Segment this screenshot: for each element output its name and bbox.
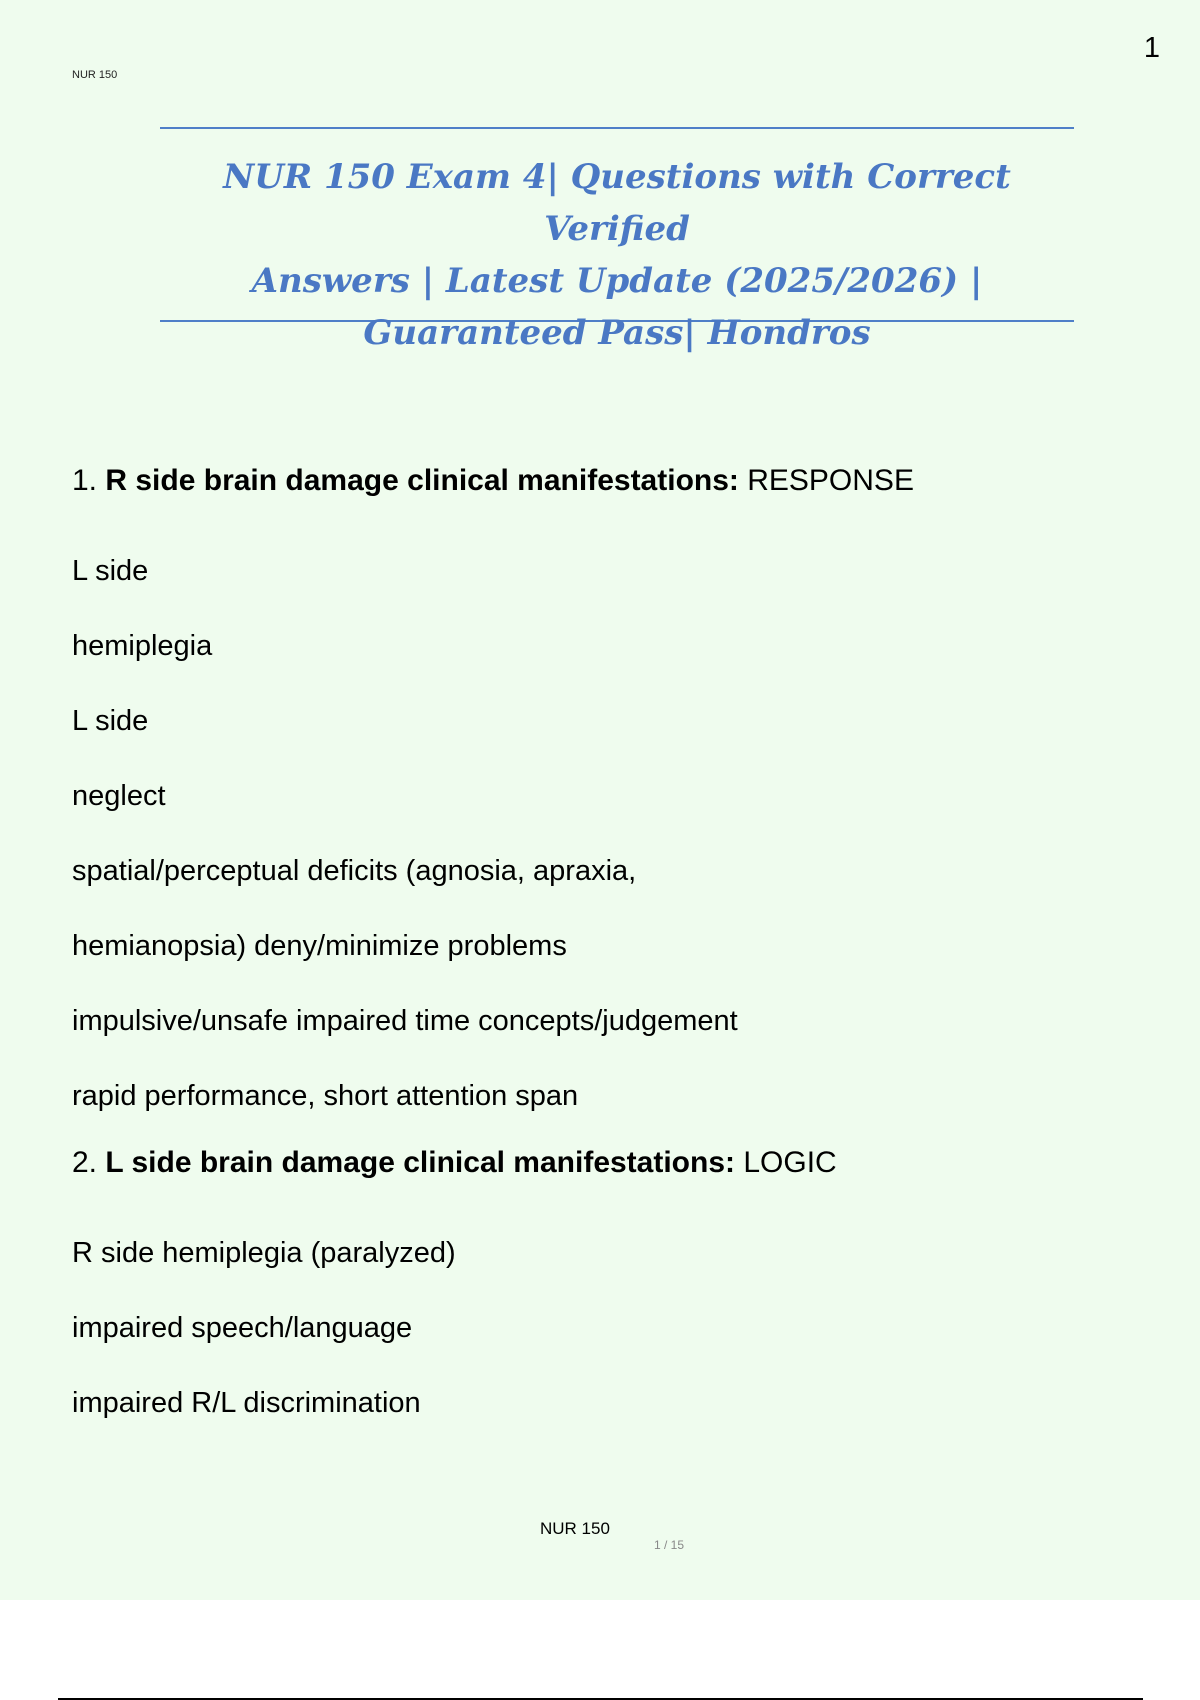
answer-list [72,550,1132,1117]
document-title [160,151,1074,359]
footer-label: NUR 150 [540,1519,610,1538]
question-term: L side brain damage clinical manifestations: [105,1146,736,1179]
page-count: 1 / 15 [654,1538,685,1552]
question-list [72,460,1132,1457]
answer-line: impaired R/L discrimination [72,1387,421,1419]
answer-line: neglect [72,780,166,812]
page-number: 1 [1143,32,1160,64]
title-block [160,127,1074,353]
answer-line: R side hemiplegia (paralyzed) [72,1237,456,1269]
answer-line: rapid performance, short attention span [72,1080,579,1112]
title-line-1: NUR 150 Exam 4| Questions with Correct Verified [223,157,1011,249]
answer-line: impulsive/unsafe impaired time concepts/judgement [72,1005,738,1037]
answer-line: hemianopsia) deny/minimize problems [72,930,567,962]
answer-line: impaired speech/language [72,1312,413,1344]
question-number: 1. [72,464,98,497]
answer-list [72,1232,1132,1424]
question-number: 2. [72,1146,98,1179]
answer-line: L side [72,705,149,737]
answer-line: spatial/perceptual deficits (agnosia, apraxia, [72,855,637,887]
title-line-3: Guaranteed Pass| Hondros [363,313,871,353]
answer-line: L side [72,555,149,587]
question-response: RESPONSE [747,464,914,497]
running-header: NUR 150 [72,69,118,81]
question-term: R side brain damage clinical manifestations: [105,464,739,497]
question-item [72,1142,1132,1424]
question-response: LOGIC [743,1146,837,1179]
title-line-2: Answers | Latest Update (2025/2026) | [251,261,983,301]
question-item [72,460,1132,1117]
answer-line: hemiplegia [72,630,213,662]
question-heading [72,460,1132,502]
question-heading [72,1142,1132,1184]
